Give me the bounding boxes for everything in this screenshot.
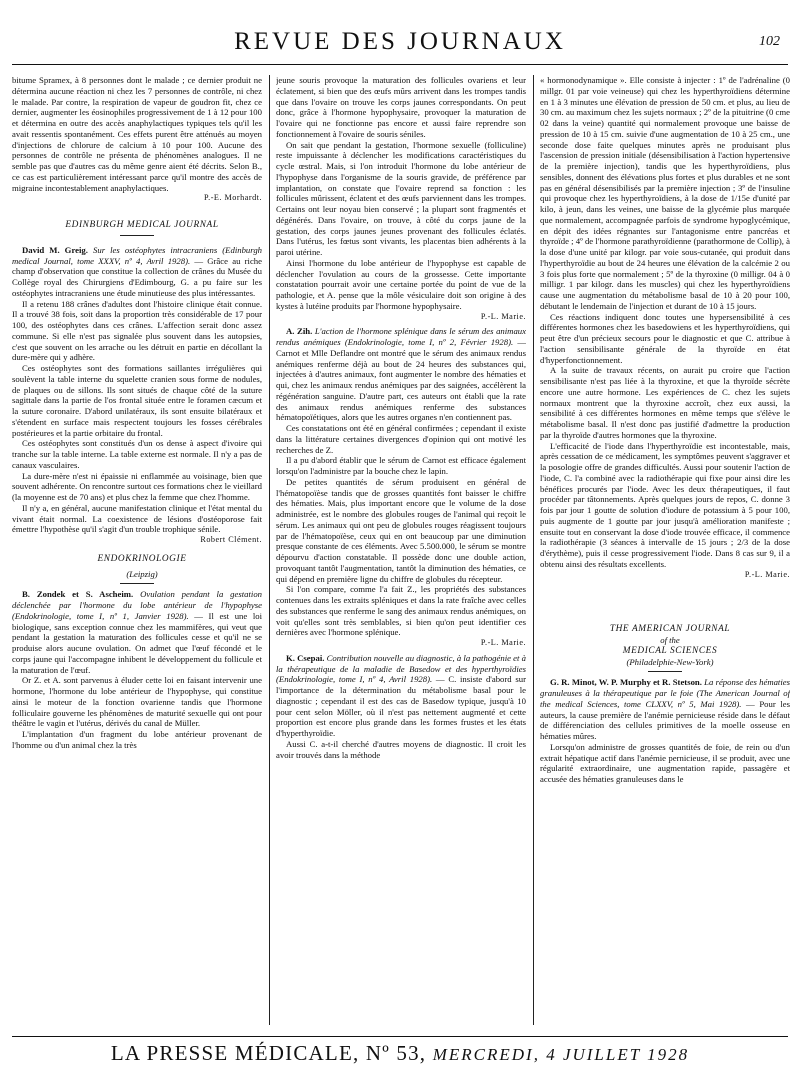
page-footer	[12, 1036, 788, 1067]
signature: Robert Clément.	[200, 535, 262, 544]
article-lead	[12, 589, 262, 675]
section-heading: THE AMERICAN JOURNAL	[609, 624, 731, 635]
article-title: La réponse des hématies granuleuses à la thérapeutique par le foie	[540, 677, 790, 698]
paragraph: Ces constatations ont été en général confirmées ; cependant il existe dans la littérature certaines divergences d'opinion qui ont motivé les recherches de Z.	[276, 423, 526, 455]
paragraph: Il a retenu 188 crânes d'adultes dont l'histoire clinique était connue. Il a trouvé 38 fois, soit dans la proportion très considérable de 17 pour 100, des ostéophytes dans ces crânes. L'affection serait donc assez commune. Si elle n'est pas signalée plus souvent dans les autopsies, c'est que souvent on les arrache ou les détruit en partie en décollant la dure-mère qui y adhère.	[12, 298, 262, 363]
paragraph: L'efficacité de l'iode dans l'hyperthyroïdie est incontestable, mais, après cessation de ce médicament, les symptômes peuvent s'aggraver et la posologie offre de grandes difficultés. Aussi pour soutenir l'action de l'iode, C. l'a combiné avec la radiothérapie qui fixe pour ainsi dire les bénéfices procurés par l'iode. Avec les deux thérapeutiques, il faut procéder par tâtonnements. Après quelques jours de repos, C. donne 3 fois par jour 1 goutte de solution d'iodure de potassium à 5 pour 100, puis augmente de 1 goutte par jour jusqu'à amélioration manifeste ; ensuite tout en conservant la dose d'iode trouvée efficace, il commence la radiothérapie (3 séances à intervalle de 15 jours ; 2/3 de la dose d'érythème), puis il cesse progressivement l'iode. Dans 8 cas sur 9, il a obtenu ainsi des résultats excellents.	[540, 440, 790, 569]
article-title: L'action de l'hormone splénique dans le sérum des animaux rendus anémiques	[276, 326, 526, 347]
section-heading: MEDICAL SCIENCES	[622, 645, 718, 656]
paragraph: On sait que pendant la gestation, l'hormone sexuelle (folliculine) reste impuissante à déclencher les modifications caractéristiques du cycle œstral. Mais, si l'on introduit l'hormone du lobe antérieur de l'hypophyse dans l'organisme de la souris gravide, de préférence par implantation, on constate que l'ovaire reprend sa fonction : les follicules mûrissent, éclatent et des œufs parviennent dans les trompes. Certains ont leur noyau bien conservé ; la plupart sont fragmentés et dégénérés. Dans l'ovaire, on trouve, à côté du corps jaune de la gestation, des corps jaunes jeunes provenant des follicules éclatés. Dans l'utérus, les fœtus sont vivants, les placentas bien adhérents à la paroi utérine.	[276, 139, 526, 257]
paragraph: De petites quantités de sérum produisent en général de l'hématopoïèse tandis que de grosses quantités font baisser le chiffre des hématies. Mais, plus important encore que le volume de la dose administrée, est le nombre des globules rouges de l'animal qui reçoit le sérum. Les animaux qui ont peu de globules rouges réagissent toujours par de l'hématopoïèse, ceux qui en ont beaucoup par une diminution presque constante de ces éléments. Avec 5.500.000, le sérum se montre dépourvu d'action constatable. Il possède donc une double action, provoquant tantôt l'augmentation, tantôt la diminution des hématies, ce qui dépend en première ligne du chiffre de globules du récepteur.	[276, 476, 526, 584]
paragraph: « hormonodynamique ». Elle consiste à injecter : 1º de l'adrénaline (0 millgr. 01 par voie veineuse) qui chez les hyperthyroïdiens détermine en 1 à 3 minutes une élévation de pression de 50 cm. et plus, au lieu de 30 cm. au maximum chez les sujets normaux ; 2º de la pituitrine (0 cme 02 dans la veine) quantité qui normalement provoque une baisse de pression de 10 à 15 cm. suivie d'une augmentation de 10 à 25 cm., une seconde dose faite quelques minutes après ne produisant plus l'ascension de pression initiale (désensibilisation à l'action hypertensive de la première injection), tandis que les hyperthyroïdiens, plus sensibles, donnent des élévations plus fortes et plus durables et ne sont pas en général désensibilisés par la première injection ; 3º de l'insuline qui provoque chez les hyperthyroïdiens, à la dose de 1/15e d'unité par kilo, à jeun, dans les veines, une baisse de la glycémie plus marquée que normalement, accompagnée parfois de syndrome hypoglycémique, en dépit des idées régnantes sur l'antagonisme entre pancréas et thyroïde ; 4º de l'hormone parathyroïdienne (parathormone de Collip), à la dose d'une unité par kilogr. par voie sous-cutanée, qui produit dans l'hyperthyroïdie au bout de 24 heures une élévation de la calcémie 2 ou 3 fois plus forte que normalement ; 5º de la thyroxine (0 milligr. 04 à 0 milligr. 1 par kilogr. dans les muscles) qui chez les hyperthyroïdiens cause une augmentation du métabolisme basal de 10 à 20 pour 100, débutant le lendemain de l'injection et durant de 10 à 15 jours.	[540, 75, 790, 311]
signature: P.-L. Marie.	[744, 569, 790, 579]
article-author: K. Csepai.	[286, 652, 325, 663]
page-number: 102	[759, 34, 780, 49]
paragraph: Aussi C. a-t-il cherché d'autres moyens de diagnostic. Il croit les avoir trouvés dans la méthode	[276, 738, 526, 760]
article-lead	[276, 653, 526, 739]
header-rule	[12, 64, 788, 65]
paragraph: Il n'y a, en général, aucune manifestation clinique et l'état mental du vivant était normal. La coexistence de lésions d'ostéoporose fait émettre l'hypothèse qu'il s'agit d'un trouble trophique sénile.	[12, 502, 262, 535]
paragraph: jeune souris provoque la maturation des follicules ovariens et leur éclatement, si bien que des œufs mûrs arrivent dans les trompes tandis que dans l'ovaire on trouve les corps jaunes correspondants. On peut donc, grâce à l'hormone hypophysaire, provoquer la maturation de l'ovaire qui ne fonctionne pas encore et aussi faire reprendre son fonctionnement à l'ovaire de souris séniles.	[276, 75, 526, 139]
article-citation: (Endokrinologie, tome I, nº 4, Avril 1928).	[276, 674, 433, 685]
paragraph: Lorsqu'on administre de grosses quantités de foie, de rein ou d'un extrait hépatique actif dans l'anémie pernicieuse, il se produit, avec une régularité extraordinaire, une augmentation rapide, passagère et accusée des hématies granuleuses dans le	[540, 741, 790, 784]
paragraph: A la suite de travaux récents, on aurait pu croire que l'action sensibilisante n'est pas liée à la thyroxine, et que la thyroïde sécrète encore une autre hormone. Les expériences de C. chez les sujets normaux montrent que la thyroxine accroît, chez eux aussi, la sensibilité à ces différentes hormones en même temps que s'élève le métabolisme basal. Il n'est donc pas justifié d'admettre la production par la thyroïde d'autres hormones que la thyroxine.	[540, 365, 790, 440]
column-3	[540, 75, 790, 1025]
article-title: Ovulation pendant la gestation déclenchée par l'hormone du lobe antérieur de l'hypophyse	[12, 589, 262, 610]
signature: P.-L. Marie.	[480, 638, 526, 647]
column-2	[276, 75, 526, 1025]
paragraph: Ainsi l'hormone du lobe antérieur de l'hypophyse est capable de déclencher l'ovulation au cours de la grossesse. Cette importante constatation pourrait avoir une certaine portée du point de vue de la pathologie, et A. pense que la môle vésiculaire doit son origine à des kystes à lutéine produits par l'hormone hypophysaire.	[276, 257, 526, 311]
paragraph: La dure-mère n'est ni épaissie ni enflammée au voisinage, bien que souvent adhérente. On rencontre surtout ces formations chez le vieillard (la moyenne est de 70 ans) et plus chez la femme que chez l'homme.	[12, 470, 262, 502]
section-rule	[120, 583, 154, 584]
section-heading: ENDOKRINOLOGIE	[97, 553, 187, 564]
paragraph: Si l'on compare, comme l'a fait Z., les propriétés des substances contenues dans les extraits spléniques et dans la rate fraîche avec celles des substances que renferme le sang des animaux rendus anémiques, on voit qu'elles sont très semblables, si bien qu'on peut identifier ces dernières avec l'hormone splénique.	[276, 584, 526, 638]
paragraph: Ces ostéophytes sont des formations saillantes irrégulières qui soulèvent la table interne du squelette cranien sous forme de nodules, de plaques ou de sillons. Ils sont situés de chaque côté de la suture sagittale dans la partie de l'os frontal située entre le foramen cæcum et la suture coronaire. D'abord unilatéraux, ils sont ensuite bilatéraux et s'étendent en surface mais respectent toujours les fosses cérébrales postérieures et la partie orbitaire du frontal.	[12, 363, 262, 438]
article-author: A. Zih.	[286, 326, 313, 337]
article-lead	[540, 677, 790, 742]
article-title: Sur les ostéophytes intracraniens	[93, 244, 218, 255]
page-header	[12, 22, 788, 62]
paragraph: Or Z. et A. sont parvenus à éluder cette loi en faisant intervenir une hormone, l'hormone du lobe antérieur de l'hypophyse, qui constitue ainsi le moteur de la fonction ovarienne tandis que l'hormone folliculaire gouverne les phénomènes de maturité sexuelle qui ont pour théâtre le vagin et l'utérus, dérivés du canal de Müller.	[12, 675, 262, 729]
section-heading: EDINBURGH MEDICAL JOURNAL	[65, 220, 219, 230]
column-divider	[533, 75, 534, 1025]
section-rule	[648, 671, 682, 672]
column-1	[12, 75, 262, 1025]
article-citation: (Endokrinologie, tome I, nº 2, Février 1928).	[344, 337, 514, 347]
paragraph: L'implantation d'un fragment du lobe antérieur provenant de l'homme ou d'un animal chez la très	[12, 729, 262, 750]
paragraph: — C. insiste d'abord sur l'importance de la détermination du métabolisme basal pour le diagnostic ; cependant il est des cas de Basedow typique, jusqu'à 10 pour cent selon Möller, où il n'est pas nettement augmenté et cette proportion est encore plus grande dans les formes frustes et les états d'hyperthyroïdie.	[276, 674, 526, 738]
section-rule	[120, 235, 154, 236]
article-citation: (Edinburgh medical Journal, tome XXXV, nº 4, Avril 1928).	[12, 244, 262, 266]
article-citation: (Endokrinologie, tome I, nº 1, Janvier 1928).	[12, 610, 189, 621]
section-subheading: (Philadelphie-New-York)	[626, 656, 714, 667]
paragraph: — Grâce au riche champ d'observation que constitue la collection de crânes du Musée du Collège royal des Chirurgiens d'Edimbourg, G. a pu faire sur les ostéophytes intracraniens une étude minutieuse des plus intéressantes.	[12, 255, 262, 298]
article-citation: (The American Journal of the medical Sciences, tome CLXXV, nº 5, Mai 1928).	[540, 688, 790, 709]
article-columns	[12, 75, 788, 1025]
signature: P.-L. Marie.	[480, 311, 526, 321]
paragraph: — Il est une loi biologique, sans exception connue chez les mammifères, qui veut que pendant la gestation la maturation des follicules cesse et qu'il ne se produise alors aucune ovulation. On admet que l'œuf fécondé et le corps jaune qui l'accompagne inhibent le développement du follicule et la maturation de l'œuf.	[12, 610, 262, 675]
signature: P.-E. Morhardt.	[204, 193, 262, 203]
article-author: B. Zondek et S. Ascheim.	[22, 589, 134, 600]
column-divider	[269, 75, 270, 1025]
article-author: G. R. Minot, W. P. Murphy et R. Stetson.	[550, 677, 702, 688]
article-lead	[12, 245, 262, 299]
section-subheading: (Leipzig)	[126, 568, 158, 579]
paragraph: — Pour les auteurs, la cause première de l'anémie pernicieuse réside dans le défaut de différenciation des cellules primitives de la moelle osseuse en hématies mûres.	[540, 698, 790, 741]
article-title: Contribution nouvelle au diagnostic, à la pathogénie et à la thérapeutique de la maladie de Basedow et des hyperthyroïdies	[276, 652, 526, 674]
paragraph: — Carnot et Mlle Deflandre ont montré que le sérum des animaux rendus anémiques renferme déjà au bout de 24 heures des substances qui, injectées à d'autres animaux, font augmenter le nombre des hématies et qui, chez les animaux rendus anémiques par des saignées, accélèrent la régénération sanguine. D'autre part, ces auteurs ont établi que la rate des animaux rendus anémiques renferme des substances hématopoïétiques, alors que les autres organes n'en contiennent pas.	[276, 337, 526, 423]
paragraph: bitume Spramex, à 8 personnes dont le malade ; ce dernier produit ne détermina aucune réaction ni chez les 7 personnes de contrôle, ni chez le malade. Par contre, la respiration de vapeur de goudron fit, chez ce dernier, augmenter les éosinophiles progressivement de 1 à 12 pour 100 et détermina en outre des accès anaphylactiques typiques tels qu'il les avait ressentis spontanément. Ces effets purent être atténués au moyen d'injections de chlorure de calcium à 10 pour 100. Aucune des personnes de contrôle ne présenta de phénomènes analogues. Il ne semble pas que d'autres cas du même genre aient été décrits. Selon B., ce cas est particulièrement intéressant parce qu'il montre des accès de migraine incontestablement anaphylactiques.	[12, 75, 262, 193]
footer-line	[12, 1041, 788, 1066]
footer-journal: LA PRESSE MÉDICALE, Nº 53,	[110, 1041, 427, 1065]
paragraph: Ces réactions indiquent donc toutes une hypersensibilité à ces différentes hormones chez les basedowiens et les hyperthyroïdiens, qui peut être d'un précieux secours pour le diagnostic et que C. attribue à l'action sensibilisante générale de la thyroïde en état d'hyperfonctionnement.	[540, 311, 790, 365]
paragraph: Il a pu d'abord établir que le sérum de Carnot est efficace également lorsqu'on l'administre par la bouche chez le lapin.	[276, 455, 526, 476]
footer-date: MERCREDI, 4 JUILLET 1928	[432, 1045, 690, 1064]
paragraph: Ces ostéophytes sont constitués d'un os dense à aspect d'ivoire qui tranche sur la table interne. La table externe est normale. Il n'y a pas de canaux vasculaires.	[12, 438, 262, 470]
article-lead	[276, 326, 526, 423]
article-author: David M. Greig.	[22, 244, 88, 255]
journal-title: REVUE DES JOURNAUX	[234, 28, 566, 55]
section-heading: of the	[660, 635, 680, 645]
